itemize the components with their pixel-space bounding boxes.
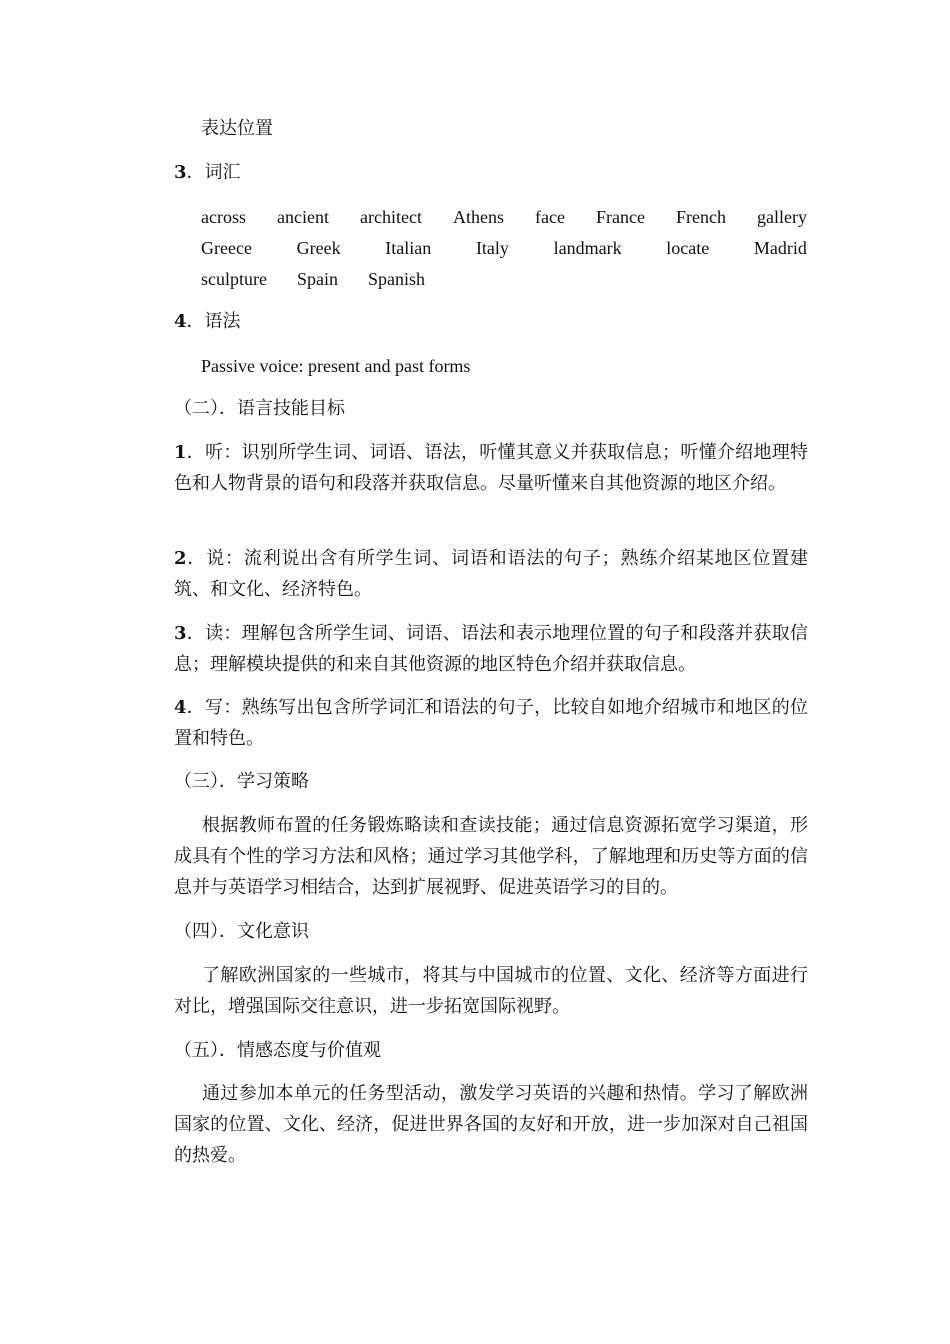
vocab-word: locate xyxy=(666,238,710,258)
skill-reading xyxy=(174,618,808,680)
strategy-text: 根据教师布置的任务锻炼略读和查读技能；通过信息资源拓宽学习渠道，形成具有个性的学习方法和风格；通过学习其他学科，了解地理和历史等方面的信息并与英语学习相结合，达到扩展视野、促进英语学习的目的。 xyxy=(174,815,808,898)
values-heading: （五）．情感态度与价值观 xyxy=(174,1040,381,1061)
vocab-row-1 xyxy=(201,205,807,229)
vocab-word: Athens xyxy=(452,207,504,227)
vocab-word: Madrid xyxy=(753,238,807,258)
vocab-word: landmark xyxy=(553,238,622,258)
vocab-word: Greek xyxy=(296,238,341,258)
vocab-word: French xyxy=(675,207,726,227)
vocab-word: sculpture xyxy=(201,269,267,289)
grammar-text: Passive voice: present and past forms xyxy=(201,356,471,376)
grammar-heading-text: ．语法 xyxy=(186,311,241,332)
values-text: 通过参加本单元的任务型活动，激发学习英语的兴趣和热情。学习了解欧洲国家的位置、文化、经济，促进世界各国的友好和开放，进一步加深对自己祖国的热爱。 xyxy=(174,1083,808,1166)
skill-text: ．说：流利说出含有所学生词、词语和语法的句子；熟练介绍某地区位置建筑、和文化、经济特色。 xyxy=(174,548,808,600)
vocab-row-2 xyxy=(201,236,807,260)
skill-number: 4 xyxy=(174,697,187,718)
skill-number: 3 xyxy=(174,623,187,644)
culture-heading: （四）．文化意识 xyxy=(174,921,309,942)
vocab-heading xyxy=(174,161,241,185)
vocab-word: Greece xyxy=(201,238,252,258)
skill-number: 1 xyxy=(174,442,187,463)
skill-text: ．写：熟练写出包含所学词汇和语法的句子，比较自如地介绍城市和地区的位置和特色。 xyxy=(174,697,808,749)
grammar-heading-number: 4 xyxy=(174,311,187,332)
vocab-heading-number: 3 xyxy=(174,162,187,183)
vocab-word: gallery xyxy=(756,207,807,227)
top-line: 表达位置 xyxy=(201,118,273,139)
vocab-word: France xyxy=(595,207,645,227)
vocab-word: Italian xyxy=(385,238,432,258)
grammar-heading xyxy=(174,310,241,334)
skill-speaking xyxy=(174,543,808,605)
vocab-word: architect xyxy=(360,207,422,227)
vocab-word: across xyxy=(201,207,246,227)
skills-heading: （二）．语言技能目标 xyxy=(174,398,345,419)
vocab-word: Spain xyxy=(296,269,338,289)
vocab-word: Spanish xyxy=(368,269,426,289)
strategy-heading: （三）．学习策略 xyxy=(174,771,309,792)
vocab-word: ancient xyxy=(277,207,329,227)
skill-text: ．读：理解包含所学生词、词语、语法和表示地理位置的句子和段落并获取信息；理解模块提供的和来自其他资源的地区特色介绍并获取信息。 xyxy=(174,623,808,675)
vocab-row-3 xyxy=(201,267,807,291)
skill-text: ．听：识别所学生词、词语、语法，听懂其意义并获取信息；听懂介绍地理特色和人物背景的语句和段落并获取信息。尽量听懂来自其他资源的地区介绍。 xyxy=(174,442,808,494)
vocab-heading-text: ．词汇 xyxy=(186,162,241,183)
skill-listening xyxy=(174,437,808,499)
culture-text: 了解欧洲国家的一些城市，将其与中国城市的位置、文化、经济等方面进行对比，增强国际交往意识，进一步拓宽国际视野。 xyxy=(174,965,808,1017)
vocab-word: face xyxy=(535,207,565,227)
vocab-word: Italy xyxy=(475,238,509,258)
skill-writing xyxy=(174,692,808,754)
skill-number: 2 xyxy=(174,548,187,569)
